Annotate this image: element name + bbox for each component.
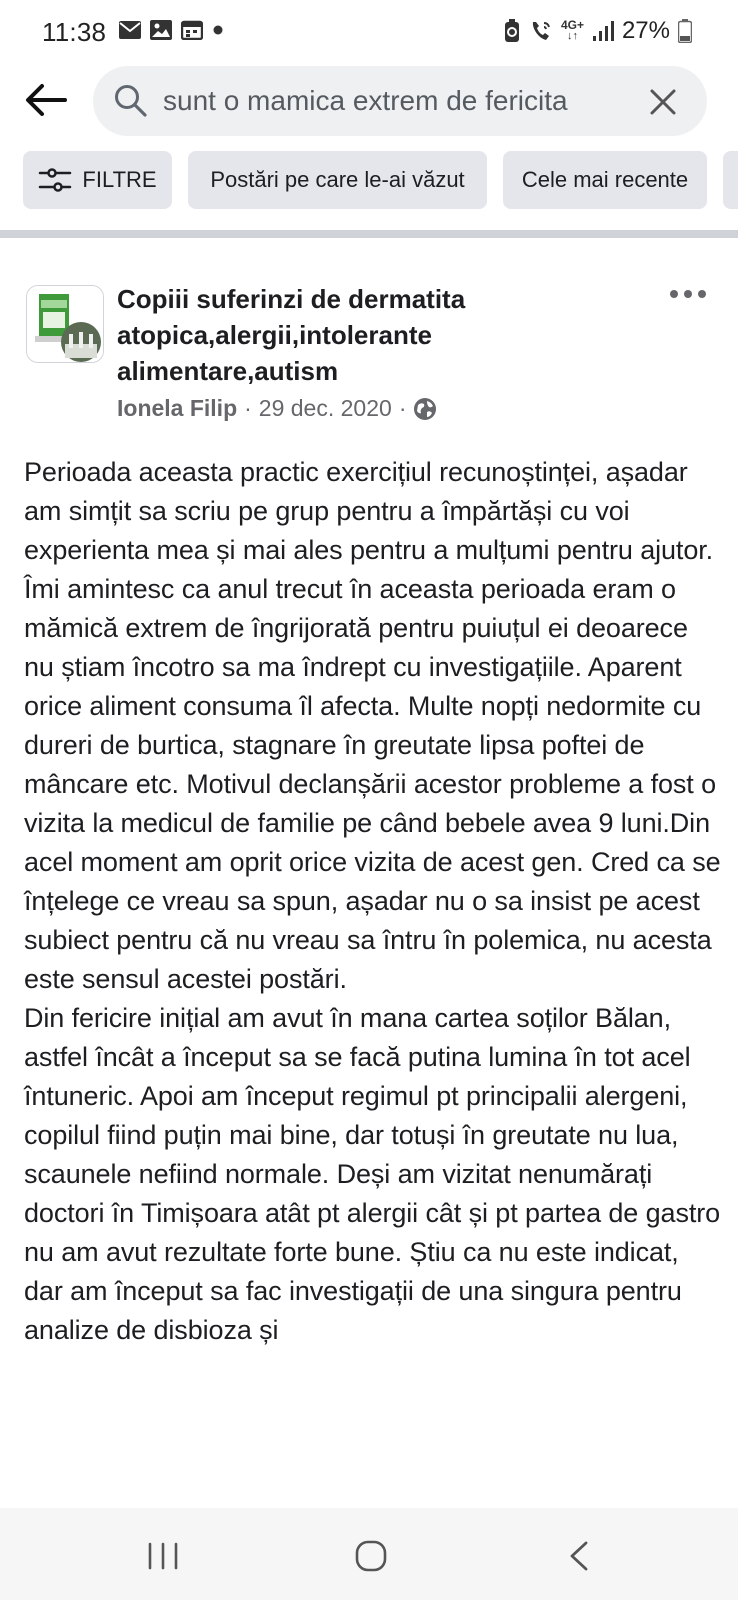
search-input[interactable]: sunt o mamica extrem de fericita: [163, 85, 568, 116]
chip-most-recent-label: Cele mai recente: [521, 167, 689, 192]
post-text: [24, 453, 724, 1350]
post-paragraph: Îmi amintesc ca anul trecut în aceasta perioada eram o mămică extrem de îngrijorată pentru puiuțul ei deoarece nu știam încotro sa ma îndrept cu investigațiile. Aparent orice aliment consuma îl afecta. Multe nopți nedormite cu dureri de burtica, stagnare în greutate lipsa poftei de mâncare etc. Motivul declanșării acestor probleme a fost o vizita la medicul de familie pe când bebele avea 9 luni.Din acel moment am oprit orice vizita de acest gen. Cred ca se înțelege ce vreau sa spun, așadar nu o sa insist pe acest subiect pentru că nu vreau sa întru în polemica, nu acesta este sensul acestei postări.: [24, 574, 721, 994]
battery-icon: [678, 19, 692, 43]
post-date[interactable]: 29 dec. 2020: [258, 395, 392, 421]
data-arrows-icon: ↓↑: [566, 30, 578, 42]
nav-back-icon[interactable]: [568, 1541, 590, 1571]
group-avatar[interactable]: [26, 285, 104, 363]
network-label: [561, 20, 584, 42]
filters-button[interactable]: [23, 151, 172, 209]
group-avatar-image: [27, 286, 104, 363]
back-arrow-icon[interactable]: [24, 78, 68, 122]
home-icon[interactable]: [355, 1540, 387, 1572]
globe-icon: [413, 397, 437, 421]
battery-percent: 27%: [621, 17, 670, 44]
post-paragraph: Perioada aceasta practic exercițiul recunoștinței, așadar am simțit sa scriu pe grup pentru a împărtăși cu voi experienta mea și mai ales pentru a mulțumi pentru ajutor.: [24, 457, 714, 565]
dot-icon: [212, 24, 224, 36]
chip-posts-seen[interactable]: [188, 151, 487, 209]
post-meta: [117, 395, 437, 422]
recent-apps-icon[interactable]: [147, 1542, 179, 1570]
author-name[interactable]: Ionela Filip: [117, 395, 238, 421]
group-name[interactable]: Copiii suferinzi de dermatita atopica,alergii,intolerante alimentare,autism: [117, 284, 466, 386]
meta-separator: ·: [398, 395, 407, 421]
notification-icons: [119, 20, 224, 40]
wifi-call-icon: [529, 19, 553, 43]
search-box[interactable]: [93, 66, 707, 136]
mail-icon: [119, 21, 141, 39]
section-divider: [0, 230, 738, 238]
search-icon: [113, 83, 149, 119]
filters-label: FILTRE: [82, 167, 157, 192]
status-bar: [0, 0, 738, 64]
close-icon[interactable]: [647, 86, 679, 118]
more-options-icon[interactable]: [668, 286, 708, 302]
network-type: 4G+: [560, 18, 584, 32]
filter-sliders-icon: [38, 167, 72, 193]
post-paragraph: Din fericire inițial am avut în mana cartea soților Bălan, astfel încât a început sa se facă putina lumina în tot acel întuneric. Apoi am început regimul pt principalii alergeni, copilul fiind puțin mai bine, dar totuși în greutate nu lua, scaunele nefiind normale. Deși am vizitat nenumărați doctori în Timișoara atât pt alergii cât și pt partea de gastro nu am avut rezultate forte bune. Știu ca nu este indicat, dar am început sa fac investigații de una singura pentru analize de disbioza și: [24, 1003, 721, 1345]
calendar-icon: [181, 20, 203, 40]
battery-saver-icon: [503, 19, 521, 43]
system-nav-bar: [0, 1508, 738, 1600]
system-icons: [503, 17, 692, 45]
chip-most-recent[interactable]: [503, 151, 707, 209]
status-time: 11:38: [42, 17, 107, 47]
chip-partial[interactable]: [723, 151, 738, 209]
meta-separator: ·: [244, 395, 252, 421]
chip-posts-seen-label: Postări pe care le-ai văzut: [210, 167, 465, 192]
signal-icon: [592, 20, 614, 42]
filter-chips: [23, 151, 738, 209]
image-icon: [150, 20, 172, 40]
